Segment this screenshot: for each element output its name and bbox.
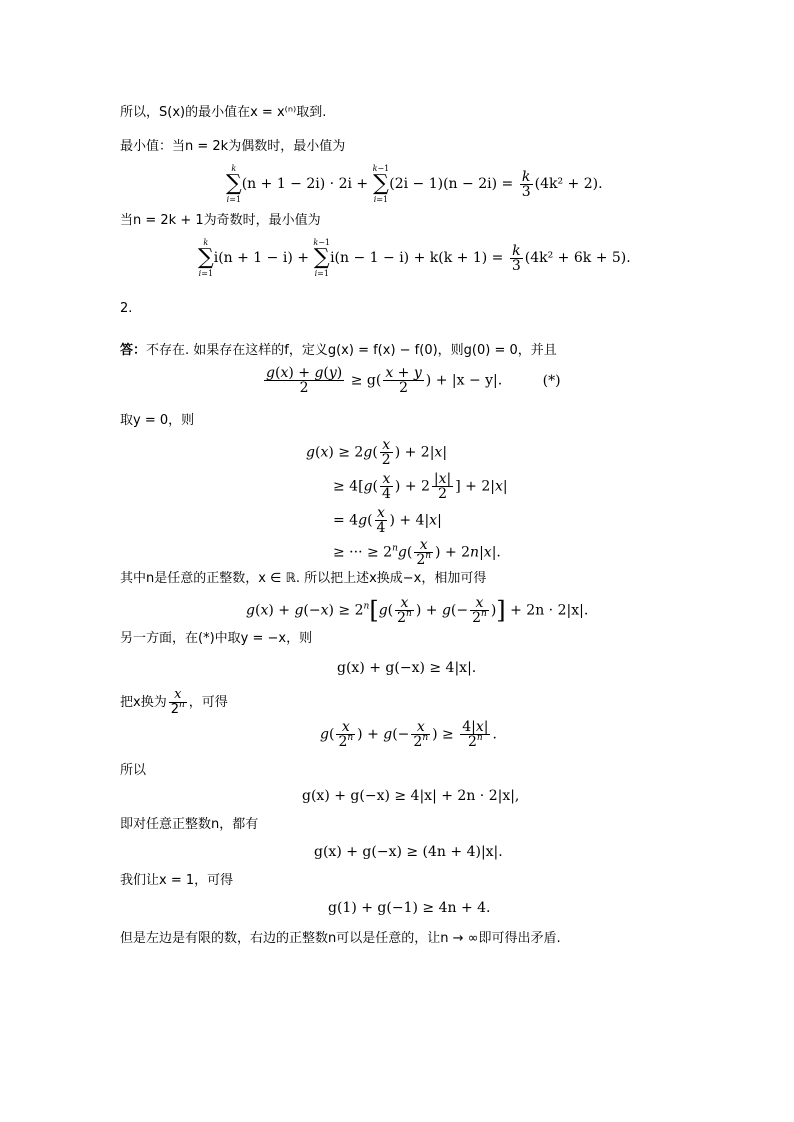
- formula-even-min: k ∑ i=1 (n + 1 − 2i) · 2i + k−1 ∑ i=1 (2i − 1)(n − 2i) = $\frac{k}{3}$ (4k² + 2).: [226, 164, 603, 204]
- formula-chain-3: = 4g( $\frac{x}{4}$ ) + 4|x|: [333, 505, 442, 536]
- text-let-x1: 我们让x = 1，可得: [120, 873, 234, 888]
- formula-ineq-n: g(x) + g(−x) ≥ 4|x| + 2n · 2|x|,: [302, 788, 520, 804]
- formula-sum-neg: $g(x) + g(-x) \ge 2^n[g$( $\frac{x}{2^n}$ ) + g(− $\frac{x}{2^n}$ )] + 2n · 2|x|.: [246, 595, 589, 626]
- text-take-y0: 取y = 0，则: [120, 413, 195, 428]
- text-other-hand: 另一方面，在(*)中取y = −x，则: [120, 631, 313, 646]
- text-conclusion: 但是左边是有限的数，右边的正整数n可以是任意的，让n → ∞即可得出矛盾.: [120, 931, 561, 946]
- formula-chain-4: ≥ ··· ≥ $2^ng$( $\frac{x}{2^n}$ ) + 2n|x|.: [333, 537, 501, 568]
- text-min-location: 所以，S(x)的最小值在x = x⁽ⁿ⁾取到.: [120, 105, 327, 120]
- formula-odd-min: k ∑ i=1 i(n + 1 − i) + k−1 ∑ i=1 i(n − 1 − i) + k(k + 1) = $\frac{k}{3}$ (4k² + 6k + 5).: [198, 238, 631, 278]
- formula-ineq-4n: g(x) + g(−x) ≥ (4n + 4)|x|.: [314, 844, 503, 860]
- formula-chain-1: g(x) ≥ 2g( $\frac{x}{2}$ ) + 2|x|: [306, 437, 448, 468]
- formula-scaled: g( $\frac{x}{2^n}$ ) + g(− $\frac{x}{2^n}$ ) ≥ $\frac{4|x|}{2^n}$ .: [320, 719, 497, 750]
- answer-intro: 答：不存在. 如果存在这样的f，定义g(x) = f(x) − f(0)，则g(0) = 0，并且: [120, 343, 557, 358]
- text-where-n: 其中n是任意的正整数，x ∈ ℝ. 所以把上述x换成−x，相加可得: [120, 571, 487, 586]
- text-therefore: 所以: [120, 763, 147, 778]
- section-number: 2.: [120, 301, 133, 316]
- formula-ineq-4x: g(x) + g(−x) ≥ 4|x|.: [337, 660, 477, 676]
- formula-final: g(1) + g(−1) ≥ 4n + 4.: [328, 900, 491, 916]
- text-for-any-n: 即对任意正整数n，都有: [120, 817, 259, 832]
- text-odd-case: 当n = 2k + 1为奇数时，最小值为: [120, 213, 321, 228]
- text-even-case: 最小值：当n = 2k为偶数时，最小值为: [120, 139, 346, 154]
- formula-star: $\frac{g(x) + g(y)}{2}$ ≥ g( $\frac{x + y}{2}$ ) + |x − y|. (*): [266, 365, 561, 396]
- text-replace-x: 把x换为 $\frac{x}{2^n}$ ，可得: [120, 687, 228, 717]
- formula-chain-2: ≥ 4[g( $\frac{x}{4}$ ) + 2 $\frac{|x|}{2}$ ] + 2|x|: [333, 471, 508, 502]
